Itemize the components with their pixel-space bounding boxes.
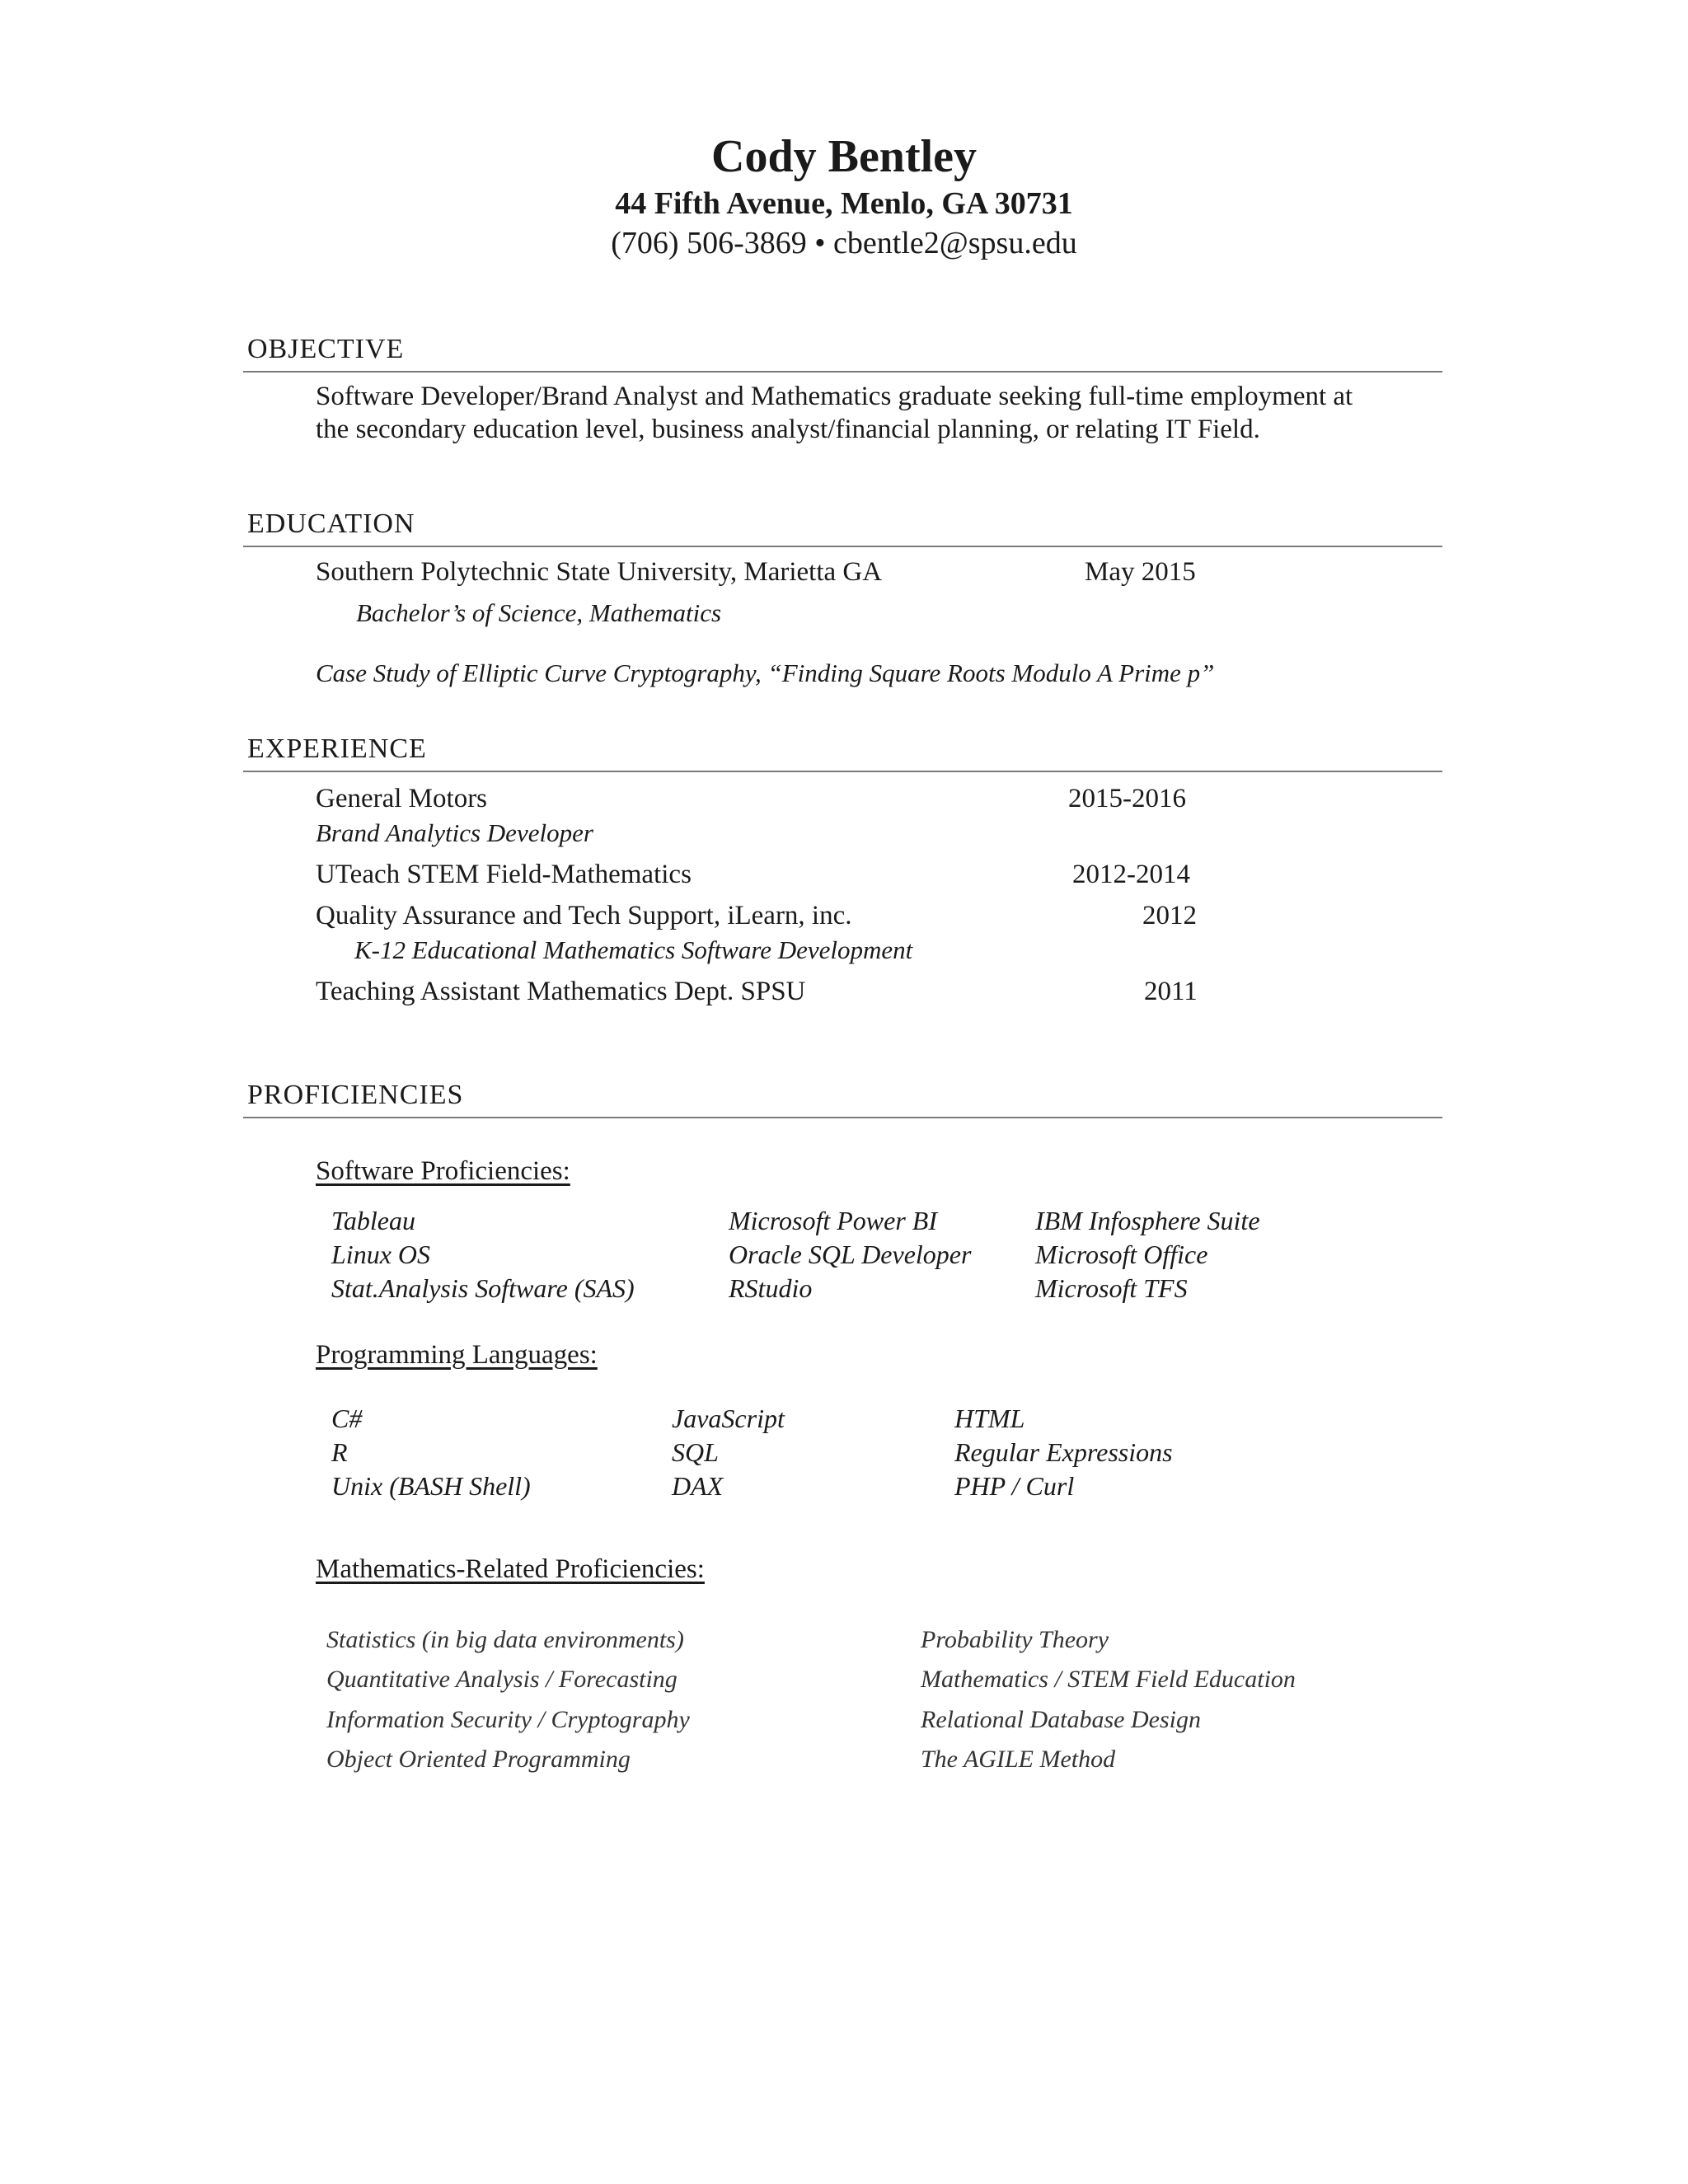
proficiencies-title: PROFICIENCIES (247, 1080, 464, 1110)
degree: Bachelor’s of Science, Mathematics (356, 598, 722, 627)
experience-years: 2011 (1144, 977, 1198, 1006)
objective-title: OBJECTIVE (247, 334, 405, 364)
experience-years: 2012-2014 (1072, 860, 1190, 889)
experience-org: Teaching Assistant Mathematics Dept. SPSU (316, 977, 806, 1006)
language-item: SQL (672, 1437, 719, 1467)
graduation-date: May 2015 (1085, 557, 1196, 587)
objective-line: Software Developer/Brand Analyst and Mathematics graduate seeking full-time employment at (316, 382, 1353, 411)
case-study: Case Study of Elliptic Curve Cryptography, “Finding Square Roots Modulo A Prime p” (316, 658, 1215, 687)
language-item: DAX (672, 1471, 724, 1501)
language-item: Regular Expressions (954, 1437, 1173, 1467)
math-heading: Mathematics-Related Proficiencies: (316, 1554, 705, 1584)
software-item: Oracle SQL Developer (729, 1240, 972, 1269)
software-item: Microsoft Office (1035, 1240, 1208, 1269)
software-item: RStudio (729, 1273, 813, 1303)
contact-line: (706) 506-3869 • cbentle2@spsu.edu (611, 226, 1077, 260)
math-item: Information Security / Cryptography (326, 1706, 690, 1733)
programming-heading: Programming Languages: (316, 1340, 598, 1370)
software-item: Microsoft Power BI (729, 1206, 937, 1235)
math-item: Probability Theory (921, 1626, 1109, 1653)
experience-org: General Motors (316, 784, 488, 813)
math-item: The AGILE Method (921, 1746, 1116, 1773)
experience-divider (243, 771, 1442, 772)
math-item: Relational Database Design (921, 1706, 1201, 1733)
software-item: Microsoft TFS (1035, 1273, 1188, 1303)
language-item: Unix (BASH Shell) (331, 1471, 531, 1501)
school-name: Southern Polytechnic State University, Marietta GA (316, 557, 883, 587)
math-item: Object Oriented Programming (326, 1746, 631, 1773)
experience-org: UTeach STEM Field-Mathematics (316, 860, 692, 889)
objective-divider (243, 371, 1442, 373)
language-item: JavaScript (672, 1404, 785, 1433)
software-item: Linux OS (331, 1240, 430, 1269)
objective-line: the secondary education level, business analyst/financial planning, or relating IT Field. (316, 415, 1260, 444)
experience-title: EXPERIENCE (247, 733, 427, 764)
software-item: Tableau (331, 1206, 415, 1235)
language-item: C# (331, 1404, 363, 1433)
software-heading: Software Proficiencies: (316, 1156, 570, 1186)
math-item: Quantitative Analysis / Forecasting (326, 1666, 678, 1693)
math-item: Mathematics / STEM Field Education (921, 1666, 1296, 1693)
software-item: Stat.Analysis Software (SAS) (331, 1273, 635, 1303)
resume-name: Cody Bentley (711, 131, 977, 182)
education-title: EDUCATION (247, 509, 415, 539)
math-item: Statistics (in big data environments) (326, 1626, 684, 1653)
experience-years: 2015-2016 (1068, 784, 1186, 813)
experience-org: Quality Assurance and Tech Support, iLearn, inc. (316, 901, 852, 930)
experience-years: 2012 (1142, 901, 1197, 930)
experience-role: K-12 Educational Mathematics Software Development (354, 935, 913, 964)
language-item: HTML (954, 1404, 1025, 1433)
address-line: 44 Fifth Avenue, Menlo, GA 30731 (615, 186, 1073, 221)
language-item: PHP / Curl (954, 1471, 1075, 1501)
experience-role: Brand Analytics Developer (316, 818, 593, 847)
education-divider (243, 546, 1442, 547)
proficiencies-divider (243, 1117, 1442, 1118)
software-item: IBM Infosphere Suite (1035, 1206, 1260, 1235)
language-item: R (331, 1437, 348, 1467)
